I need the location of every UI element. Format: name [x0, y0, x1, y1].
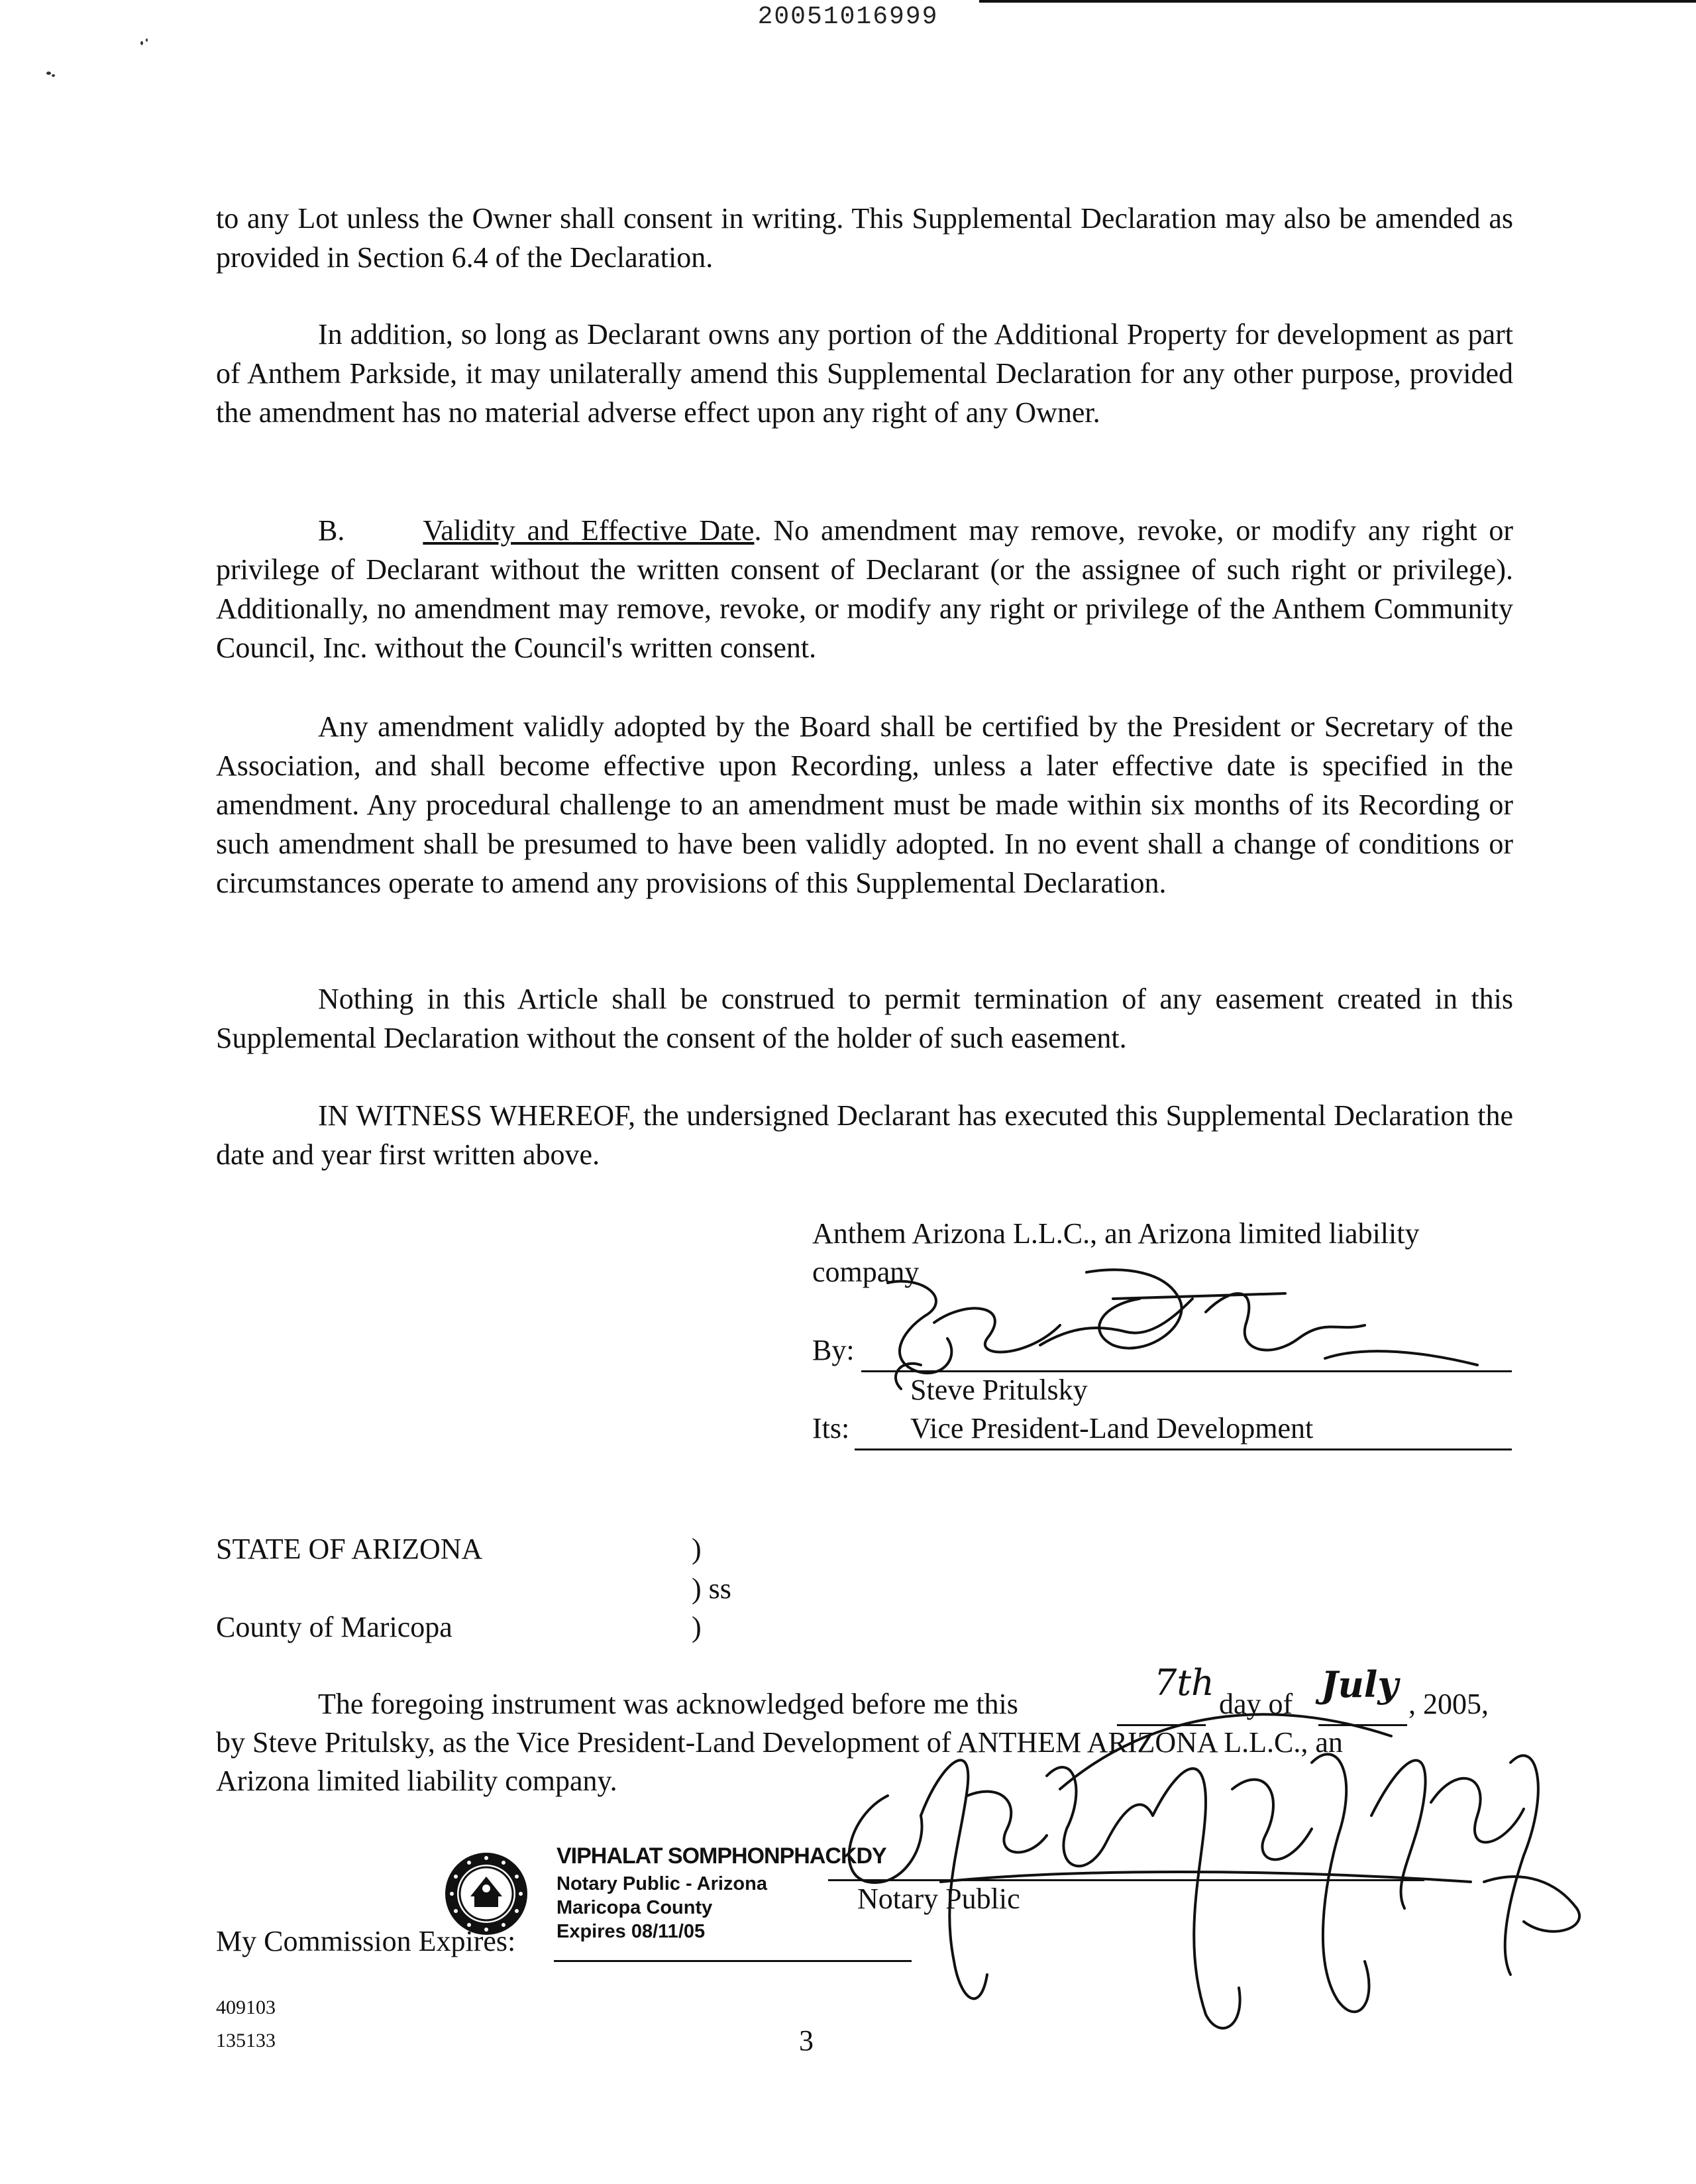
month-handwritten: July	[1321, 1663, 1399, 1706]
scan-speck	[140, 41, 143, 45]
signer-name: Steve Pritulsky	[910, 1374, 1088, 1406]
company-line-2: company	[812, 1256, 920, 1288]
stamp-county: Maricopa County	[556, 1897, 713, 1918]
venue-paren-ss: ) ss	[692, 1572, 731, 1605]
section-b-heading: Validity and Effective Date	[423, 514, 755, 547]
ack-line-1b: day of	[1219, 1688, 1293, 1720]
doc-id-1: 409103	[216, 1996, 276, 2018]
scan-speck	[46, 72, 51, 75]
by-label: By:	[812, 1334, 855, 1366]
signer-title: Vice President-Land Development	[910, 1412, 1314, 1445]
paragraph-declarant-amendment: In addition, so long as Declarant owns any portion of the Additional Property for development as part of Anthem Parkside, it may unilaterally amend this Supplemental Declaration for any other purpose, provided the amendment has no material adverse effect upon any right of any Owner.	[216, 318, 1513, 429]
paragraph-amendment-effective: Any amendment validly adopted by the Board shall be certified by the President or Secretary of the Association, and shall become effective upon Recording, unless a later effective date is specified in the amendment. Any procedural challenge to an amendment must be made within six months of its Recording or such amendment shall be presumed to have been validly adopted. In no event shall a change of conditions or circumstances operate to amend any provisions of this Supplemental Declaration.	[216, 710, 1513, 899]
venue-county: County of Maricopa	[216, 1611, 452, 1643]
paragraph-in-witness: IN WITNESS WHEREOF, the undersigned Declarant has executed this Supplemental Declaration the date and year first written above.	[216, 1099, 1513, 1171]
title-line	[855, 1448, 1512, 1450]
notary-public-label: Notary Public	[857, 1883, 1020, 1915]
stamp-expires: Expires 08/11/05	[556, 1921, 706, 1942]
ack-line-3: Arizona limited liability company.	[216, 1765, 617, 1797]
page-number: 3	[799, 2024, 814, 2057]
notary-signature	[808, 1683, 1590, 2054]
venue-state: STATE OF ARIZONA	[216, 1533, 483, 1565]
ack-line-2: by Steve Pritulsky, as the Vice President-Land Development of ANTHEM ARIZONA L.L.C., an	[216, 1726, 1343, 1759]
scan-speck	[146, 38, 148, 42]
scan-speck	[52, 74, 55, 77]
venue-paren-1: )	[692, 1533, 702, 1565]
ack-line-1c: , 2005,	[1408, 1688, 1489, 1720]
recording-number: 20051016999	[757, 3, 939, 31]
stamp-title: Notary Public - Arizona	[556, 1873, 767, 1894]
doc-id-2: 135133	[216, 2030, 276, 2051]
section-b-text: . No amendment may remove, revoke, or modify any right or privilege of Declarant without the written consent of Declarant (or the assignee of such right or privilege). Additionally, no amendment may remove, revoke, or modify any right or privilege of the Anthem Community Council, Inc. without the Council's written consent.	[216, 514, 1513, 664]
section-b-marker: B.	[318, 514, 345, 547]
stamp-name: VIPHALAT SOMPHONPHACKDY	[556, 1843, 886, 1869]
top-rule	[979, 0, 1696, 3]
day-handwritten: 7th	[1154, 1662, 1214, 1704]
section-b-paragraph	[216, 511, 1513, 667]
paragraph-amendment-continuation: to any Lot unless the Owner shall consent in writing. This Supplemental Declaration may also be amended as provided in Section 6.4 of the Declaration.	[216, 202, 1513, 274]
company-line-1: Anthem Arizona L.L.C., an Arizona limited liability	[812, 1217, 1420, 1250]
its-label: Its:	[812, 1412, 850, 1445]
ack-line-1a: The foregoing instrument was acknowledged before me this	[318, 1688, 1018, 1720]
signer-signature	[861, 1259, 1497, 1418]
venue-paren-3: )	[692, 1611, 702, 1643]
paragraph-easement: Nothing in this Article shall be construed to permit termination of any easement created in this Supplemental Declaration without the consent of the holder of such easement.	[216, 983, 1513, 1054]
commission-label: My Commission Expires:	[216, 1925, 516, 1957]
